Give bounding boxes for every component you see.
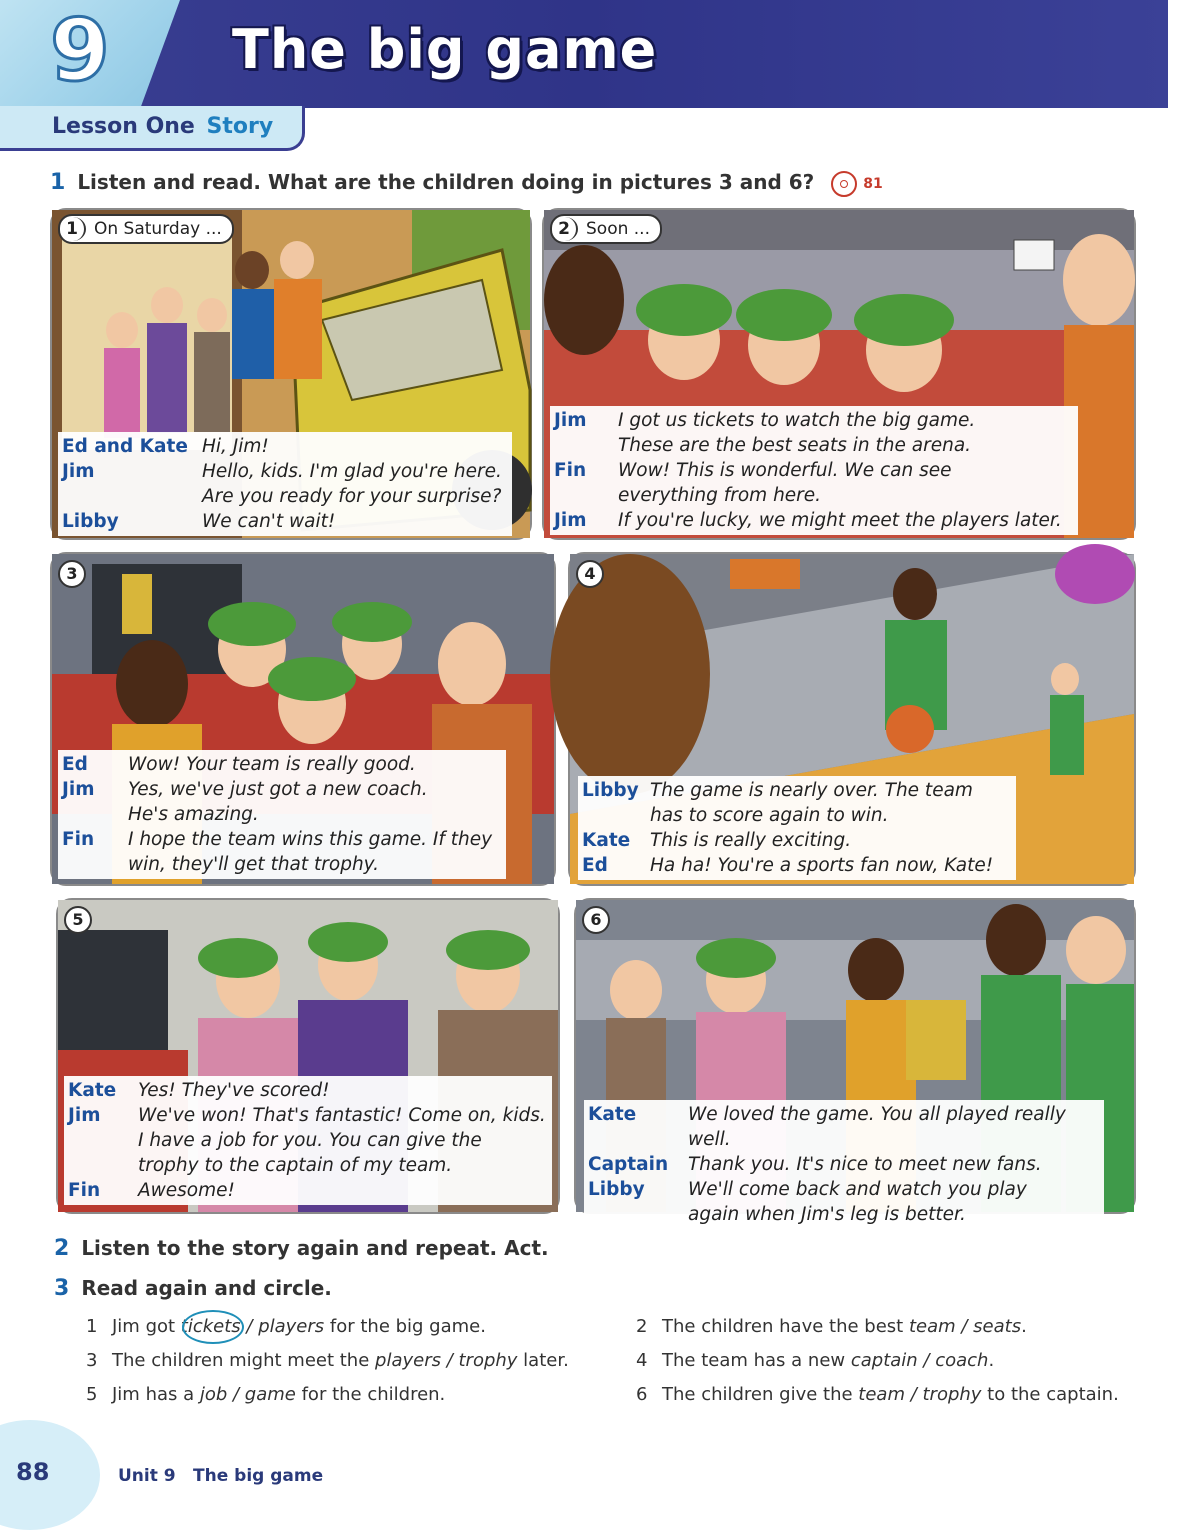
answer-options[interactable]: job / game [199,1384,296,1405]
answer-options[interactable]: captain / coach [850,1350,989,1371]
answer-circle-mark [182,1310,244,1344]
speaker: Fin [554,460,587,481]
speaker: Ed [62,754,88,775]
lesson-type: Story [206,114,274,139]
line: I got us tickets to watch the big game. These are the best seats in the arena. [618,410,976,456]
line: This is really exciting. [650,830,852,851]
activity-number: 3 [54,1276,70,1301]
line: Hello, kids. I'm glad you're here. Are you ready for your surprise? [202,461,502,507]
panel-3-number: 3 [58,560,86,588]
cd-icon [831,171,857,197]
answer-options[interactable]: team / trophy [858,1384,982,1405]
speaker: Jim [554,410,587,431]
line: Yes, we've just got a new coach. He's amazing. [128,779,428,825]
activity-2-instruction [54,1236,549,1261]
speaker: Fin [68,1180,101,1201]
activity-3-instruction [54,1276,332,1301]
line: Wow! This is wonderful. We can see everything from here. [618,460,952,506]
exercise-item-4: 4 The team has a new captain / coach. [636,1350,995,1371]
line: Awesome! [138,1180,235,1201]
panel-4-dialogue [578,776,1016,880]
panel-1-dialogue [58,432,512,536]
line: Wow! Your team is really good. [128,754,416,775]
activity-text: Listen and read. What are the children doing in pictures 3 and 6? [77,170,815,194]
story-panel-4 [568,552,1136,886]
panel-2-caption: 2 Soon ... [550,214,662,244]
line: I hope the team wins this game. If they win, they'll get that trophy. [128,829,493,875]
answer-options[interactable]: tickets / players [180,1316,325,1337]
unit-number: 9 [50,1,110,101]
track-number: 81 [863,175,883,192]
speaker: Jim [62,461,95,482]
story-panel-3 [50,552,556,886]
story-panel-1 [50,208,532,540]
speaker: Jim [68,1105,101,1126]
panel-1-caption: 1 On Saturday ... [58,214,234,244]
speaker: Jim [554,510,587,531]
panel-4-number: 4 [576,560,604,588]
speaker: Ed [582,855,608,876]
activity-number: 2 [54,1236,70,1261]
story-panel-2 [542,208,1136,540]
exercise-item-6: 6 The children give the team / trophy to the captain. [636,1384,1119,1405]
line: If you're lucky, we might meet the players later. [618,510,1062,531]
line: We'll come back and watch you play again when Jim's leg is better. [688,1179,1027,1225]
footer-unit: Unit 9 [118,1466,176,1486]
footer-title: The big game [193,1466,324,1486]
exercise-item-5: 5 Jim has a job / game for the children. [86,1384,446,1405]
speaker: Captain [588,1154,669,1175]
panel-5-number: 5 [64,906,92,934]
speaker: Kate [588,1104,637,1125]
speaker: Fin [62,829,95,850]
panel-5-dialogue [64,1076,552,1205]
speaker: Libby [62,511,119,532]
line: Yes! They've scored! [138,1080,330,1101]
answer-options[interactable]: team / seats [908,1316,1022,1337]
activity-text: Read again and circle. [81,1276,332,1300]
answer-options[interactable]: players / trophy [375,1350,518,1371]
line: We can't wait! [202,511,336,532]
activity-text: Listen to the story again and repeat. Act. [81,1236,549,1260]
line: The game is nearly over. The team has to score again to win. [650,780,973,826]
line: We've won! That's fantastic! Come on, kids. I have a job for you. You can give the trophy to the captain of my team. [138,1105,546,1176]
speaker: Kate [68,1080,117,1101]
unit-title: The big game [232,18,658,81]
lesson-label [52,114,273,139]
lesson-name: Lesson One [52,114,195,139]
panel-6-dialogue [584,1100,1104,1229]
line: We loved the game. You all played really well. [688,1104,1066,1150]
speaker: Libby [582,780,639,801]
line: Thank you. It's nice to meet new fans. [688,1154,1042,1175]
speaker: Ed and Kate [62,436,188,457]
speaker: Libby [588,1179,645,1200]
panel-3-dialogue [58,750,506,879]
activity-1-instruction [50,170,883,197]
line: Hi, Jim! [202,436,269,457]
story-panel-5 [56,898,560,1214]
exercise-item-2: 2 The children have the best team / seats. [636,1316,1027,1337]
speaker: Kate [582,830,631,851]
speaker: Jim [62,779,95,800]
panel-6-number: 6 [582,906,610,934]
line: Ha ha! You're a sports fan now, Kate! [650,855,994,876]
page-number-bubble [0,1420,100,1530]
exercise-item-1: 1 Jim got tickets / players for the big game. [86,1316,486,1337]
story-panel-6 [574,898,1136,1225]
activity-number: 1 [50,170,66,195]
panel-2-dialogue [550,406,1078,535]
page-number: 88 [16,1458,50,1486]
exercise-item-3: 3 The children might meet the players / trophy later. [86,1350,569,1371]
